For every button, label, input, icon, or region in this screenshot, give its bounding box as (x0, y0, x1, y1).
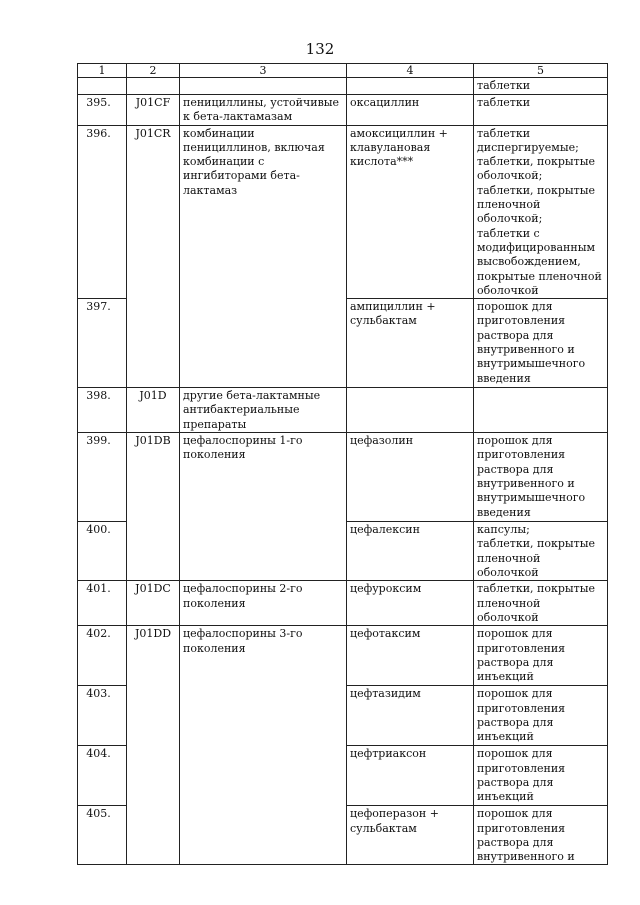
row-number-cell: 404. (78, 746, 127, 806)
row-number-cell: 401. (78, 581, 127, 626)
atc-code-cell: J01DC (127, 581, 180, 626)
atc-code-cell: J01CR (127, 125, 180, 388)
row-number-cell: 399. (78, 433, 127, 522)
dosage-form-cell: порошок для приготовления раствора для инъекций (474, 746, 608, 806)
row-number-cell: 395. (78, 95, 127, 126)
table-row (78, 626, 608, 686)
row-number-cell: 400. (78, 522, 127, 581)
atc-code-cell: J01DB (127, 433, 180, 581)
group-name-cell: цефалоспорины 1-го поколения (180, 433, 347, 581)
row-number-cell: 402. (78, 626, 127, 686)
continuation-form-cell: таблетки (474, 78, 608, 95)
table-row (78, 95, 608, 126)
dosage-form-cell: капсулы; таблетки, покрытые пленочной оболочкой (474, 522, 608, 581)
row-number-cell: 403. (78, 686, 127, 746)
dosage-form-cell (474, 388, 608, 433)
row-number-cell: 396. (78, 125, 127, 299)
group-name-cell: цефалоспорины 3-го поколения (180, 626, 347, 865)
drug-name-cell (347, 388, 474, 433)
dosage-form-cell: таблетки (474, 95, 608, 126)
continuation-row (78, 78, 608, 95)
row-number-cell: 405. (78, 806, 127, 865)
group-name-cell: пенициллины, устойчивые к бета-лактамазам (180, 95, 347, 126)
drug-name-cell: цефалексин (347, 522, 474, 581)
drug-name-cell: оксациллин (347, 95, 474, 126)
drug-name-cell: цефуроксим (347, 581, 474, 626)
row-number-cell: 398. (78, 388, 127, 433)
row-number-cell: 397. (78, 299, 127, 388)
atc-code-cell: J01DD (127, 626, 180, 865)
table-row (78, 125, 608, 299)
dosage-form-cell: порошок для приготовления раствора для внутривенного и (474, 806, 608, 865)
column-header-5: 5 (474, 64, 608, 78)
drug-name-cell: ампициллин + сульбактам (347, 299, 474, 388)
medication-table (77, 63, 608, 865)
column-header-3: 3 (180, 64, 347, 78)
atc-code-cell: J01CF (127, 95, 180, 126)
table-row (78, 581, 608, 626)
column-header-4: 4 (347, 64, 474, 78)
group-name-cell: комбинации пенициллинов, включая комбинации с ингибиторами бета-лактамаз (180, 125, 347, 388)
dosage-form-cell: порошок для приготовления раствора для внутривенного и внутримышечного введения (474, 299, 608, 388)
column-header-1: 1 (78, 64, 127, 78)
atc-code-cell: J01D (127, 388, 180, 433)
drug-name-cell: цефазолин (347, 433, 474, 522)
table-header-row (78, 64, 608, 78)
drug-name-cell: цефотаксим (347, 626, 474, 686)
drug-name-cell: цефтазидим (347, 686, 474, 746)
dosage-form-cell: таблетки, покрытые пленочной оболочкой (474, 581, 608, 626)
dosage-form-cell: порошок для приготовления раствора для инъекций (474, 686, 608, 746)
column-header-2: 2 (127, 64, 180, 78)
table-row (78, 388, 608, 433)
table-row (78, 433, 608, 522)
drug-name-cell: амоксициллин + клавулановая кислота*** (347, 125, 474, 299)
dosage-form-cell: порошок для приготовления раствора для внутривенного и внутримышечного введения (474, 433, 608, 522)
dosage-form-cell: таблетки диспергируемые; таблетки, покрытые оболочкой; таблетки, покрытые пленочной оболочкой; таблетки с модифицированным высвобождением, покрытые пленочной оболочкой (474, 125, 608, 299)
group-name-cell: цефалоспорины 2-го поколения (180, 581, 347, 626)
drug-name-cell: цефоперазон + сульбактам (347, 806, 474, 865)
drug-name-cell: цефтриаксон (347, 746, 474, 806)
dosage-form-cell: порошок для приготовления раствора для инъекций (474, 626, 608, 686)
group-name-cell: другие бета-лактамные антибактериальные препараты (180, 388, 347, 433)
page-number: 132 (305, 40, 335, 58)
